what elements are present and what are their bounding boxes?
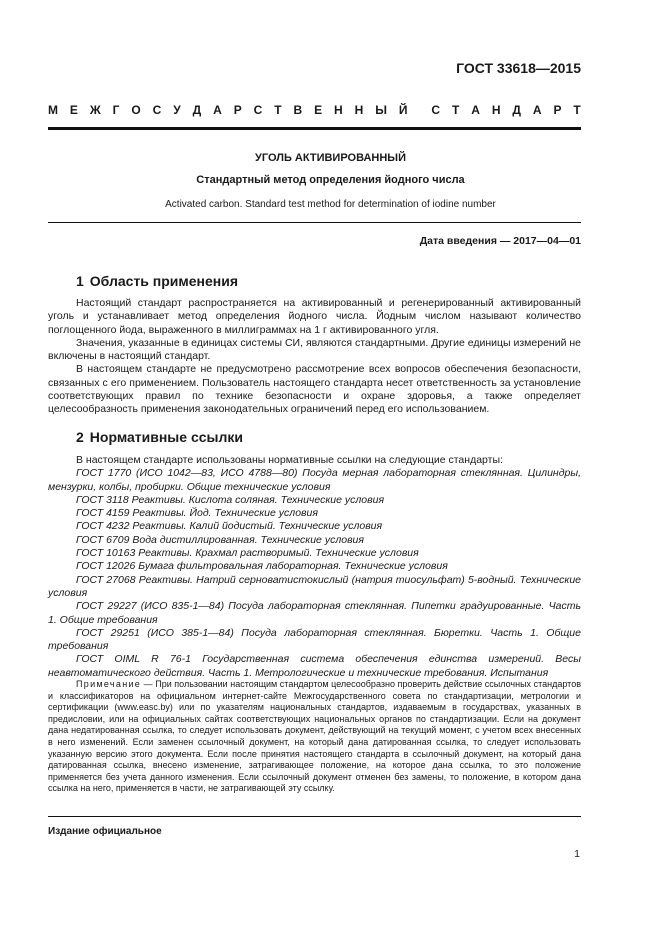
reference-item: ГОСТ 3118 Реактивы. Кислота соляная. Технические условия: [76, 493, 385, 506]
note-label: Примечание: [76, 679, 142, 689]
banner-letter: Р: [233, 103, 242, 117]
edition-label: Издание официальное: [48, 826, 162, 837]
banner-letter: Д: [512, 103, 521, 117]
paragraph: В настоящем стандарте использованы нормативные ссылки на следующие стандарты:: [76, 454, 503, 466]
banner-letter: Н: [354, 103, 364, 117]
reference-item: ГОСТ OIML R 76-1 Государственная система обеспечения единства измерений. Весы неавтоматического действия. Часть 1. Метрологические и технические требования. Испытания: [48, 653, 581, 679]
paragraph: Значения, указанные в единицах системы СИ, являются стандартными. Другие единицы измерений не включены в настоящий стандарт.: [48, 336, 581, 363]
banner-letter: Н: [491, 103, 501, 117]
banner-letter: С: [431, 103, 441, 117]
banner-letter: Р: [553, 103, 562, 117]
document-title: УГОЛЬ АКТИВИРОВАННЫЙ: [255, 152, 406, 164]
reference-item: ГОСТ 10163 Реактивы. Крахмал растворимый. Технические условия: [76, 547, 419, 560]
banner-letter: Е: [69, 103, 78, 117]
banner-letter: О: [131, 103, 141, 117]
reference-item: ГОСТ 1770 (ИСО 1042—83, ИСО 4788—80) Посуда мерная лабораторная стеклянная. Цилиндры, мензурки, колбы, пробирки. Общие технические условия: [48, 467, 581, 493]
effective-date: Дата введения — 2017—04—01: [419, 235, 581, 247]
english-title: Activated carbon. Standard test method for determination of iodine number: [165, 199, 496, 210]
title-rule: [48, 222, 581, 223]
banner-letter: С: [152, 103, 162, 117]
banner-letter: Т: [451, 103, 460, 117]
banner-letter: М: [48, 103, 58, 117]
banner-letter: Ы: [375, 103, 387, 117]
banner-letter: Т: [573, 103, 581, 117]
note-text: — При пользовании настоящим стандартом целесообразно проверить действие ссылочных стандартов и классификаторов на официальном интернет-сайте Межгосударственного совета по стандартизации, метрологии и сертификации (www.easc.by) или по указателям национальных стандартов, издаваемым в государствах, указанных в предисловии, или на официальных сайтах соответствующих национальных органов по стандартизации. Если на документ дана недатированная ссылка, то следует использовать документ, действующий на текущий момент, с учетом всех внесенных в него изменений. Если заменен ссылочный документ, на который дана датированная ссылка, то следует использовать указанную версию этого документа. Если после принятия настоящего стандарта в ссылочный документ, на который дана датированная ссылка, внесено изменение, затрагивающее положение, на которое дана ссылка, то это положение применяется без учета данного изменения. Если ссылочный документ отменен без замены, то положение, в котором дана ссылка на него, применяется в части, не затрагивающей эту ссылку.: [48, 679, 581, 794]
section-title: Область применения: [89, 273, 239, 289]
banner-letter: А: [213, 103, 222, 117]
section-heading-references: [76, 429, 243, 445]
banner-letter: Д: [192, 103, 202, 117]
banner-letter: У: [173, 103, 181, 117]
banner-letter: С: [253, 103, 263, 117]
document-subtitle: Стандартный метод определения йодного числа: [196, 174, 465, 186]
reference-item: ГОСТ 12026 Бумага фильтровальная лабораторная. Технические условия: [76, 560, 448, 573]
banner-letter: А: [471, 103, 480, 117]
reference-item: ГОСТ 29251 (ИСО 385-1—84) Посуда лабораторная стеклянная. Бюретки. Часть 1. Общие требования: [48, 626, 581, 653]
section-number: 1: [76, 273, 84, 289]
note-block: [48, 679, 581, 795]
reference-item: ГОСТ 4159 Реактивы. Йод. Технические условия: [76, 507, 318, 520]
banner-letter: Ж: [89, 103, 101, 117]
header-rule: [48, 127, 581, 130]
note-paragraph: [48, 679, 581, 795]
page-number: 1: [574, 848, 580, 860]
banner-letter: Т: [274, 103, 282, 117]
paragraph: Настоящий стандарт распространяется на активированный и регенерированный активированный уголь и устанавливает метод определения йодного числа. Йодным числом называют количество поглощенного йода, выраженного в миллиграммах на 1 г активированного угля.: [48, 297, 581, 336]
section-body-scope: [48, 297, 581, 417]
interstate-standard-banner: [48, 103, 581, 117]
reference-item: ГОСТ 29227 (ИСО 835-1—84) Посуда лабораторная стеклянная. Пипетки градуированные. Часть 1. Общие требования: [48, 600, 581, 626]
section-number: 2: [76, 429, 84, 445]
banner-letter: В: [293, 103, 303, 117]
banner-letter: Й: [398, 103, 408, 117]
paragraph: В настоящем стандарте не предусмотрено рассмотрение всех вопросов обеспечения безопасности, связанных с его применением. Пользователь настоящего стандарта несет ответственность за установление соответствующих правил по технике безопасности и охране здоровья, а также определяет целесообразность применения законодательных ограничений перед его использованием.: [48, 363, 581, 416]
banner-letter: Е: [314, 103, 323, 117]
banner-letter: Г: [112, 103, 120, 117]
footer-rule: [48, 816, 581, 817]
reference-item: ГОСТ 4232 Реактивы. Калий йодистый. Технические условия: [76, 520, 383, 533]
banner-letter: А: [532, 103, 542, 117]
section-title: Нормативные ссылки: [89, 429, 243, 445]
reference-item: ГОСТ 6709 Вода дистиллированная. Технические условия: [76, 533, 365, 546]
reference-item: ГОСТ 27068 Реактивы. Натрий серноватистокислый (натрия тиосульфат) 5-водный. Технические условия: [48, 573, 581, 599]
banner-letter: Н: [334, 103, 343, 117]
document-number: ГОСТ 33618—2015: [456, 60, 581, 76]
section-body-references: [48, 454, 581, 680]
section-heading-scope: [76, 273, 238, 289]
